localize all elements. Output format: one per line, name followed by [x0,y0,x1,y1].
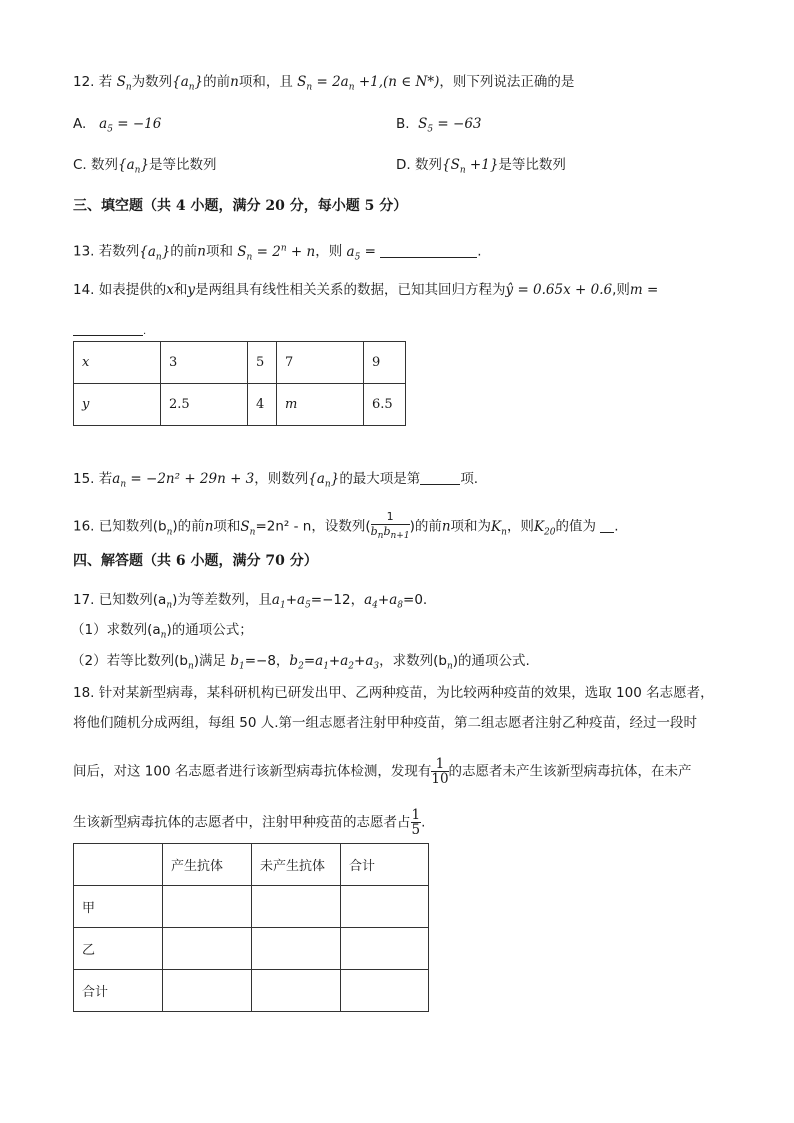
table-header-cell [74,844,163,886]
table-cell[interactable] [163,970,252,1012]
q12-option-d: D. 数列$\{S_n +1\}$是等比数列 [396,157,566,176]
table-row [74,886,429,928]
table-header-cell: 未产生抗体 [252,844,341,886]
q12-formula: $S_n = 2a_n +1,(n$ ∈ N*) [297,74,440,93]
q12-stem [73,72,574,98]
table-cell[interactable] [252,928,341,970]
q12-text: ，则下列说法正确的是 [439,74,575,90]
table-cell: 9 [364,342,406,384]
q18-line4: 生该新型病毒抗体的志愿者中，注射甲种疫苗的志愿者占 $\frac{1}{5}$ . [73,807,426,838]
q16-answer-blank[interactable] [600,532,614,533]
table-cell[interactable] [163,886,252,928]
q16-fraction: $\frac{1}{b_nb_{n+1}}$ [370,510,410,542]
table-cell[interactable] [252,886,341,928]
q18-fraction-1-10: $\frac{1}{10}$ [431,756,449,787]
table-cell: 4 [248,384,277,426]
table-cell: 7 [277,342,364,384]
q18-line3: 间后，对这 100 名志愿者进行该新型病毒抗体检测，发现有 $\frac{1}{10}$ 的志愿者未产生该新型病毒抗体，在未产 [73,756,692,787]
table-cell[interactable] [252,970,341,1012]
table-cell: 6.5 [364,384,406,426]
table-cell[interactable] [341,928,429,970]
table-cell[interactable] [341,970,429,1012]
q12-text: 的前 [203,74,231,90]
q12-text: 12. 若 [73,74,113,90]
q18-line1: 18. 针对某新型病毒，某科研机构已研发出甲、乙两种疫苗，为比较两种疫苗的效果，选取 100 名志愿者， [73,685,714,701]
table-row [74,342,406,384]
q18-fraction-1-5: $\frac{1}{5}$ [411,807,421,838]
q18-line2: 将他们随机分成两组，每组 50 人.第一组志愿者注射甲种疫苗，第二组志愿者注射乙种疫苗，经过一段时 [73,715,698,731]
q13-stem: 13. 若数列$\{a_n\}$的前n项和 $S_n = 2^n + n$，则 $a_5$ = . [73,243,482,263]
q17-part2: （2）若等比数列$(b_n)$满足 $b_1=-8$，$b_2=a_1+a_2+a_3$，求数列$(b_n)$的通项公式. [71,653,530,672]
q12-Sn: $S_n$ [116,74,132,93]
q15-answer-blank[interactable] [420,484,460,485]
q17-part1: （1）求数列$(a_n)$的通项公式； [71,622,253,641]
table-header-cell: 合计 [341,844,429,886]
table-row-label: 甲 [74,886,163,928]
table-row [74,928,429,970]
table-row [74,970,429,1012]
table-header-cell: 产生抗体 [163,844,252,886]
q14-answer-blank[interactable] [73,335,143,336]
table-cell[interactable] [163,928,252,970]
table-cell: y [74,384,161,426]
table-cell: x [74,342,161,384]
q13-answer-blank[interactable] [380,257,477,258]
q16-stem: 16. 已知数列$(b_n)$的前n项和$S_n=2n^2 - n$，设数列( $\frac{1}{b_nb_{n+1}}$ )的前n项和为$K_n$，则$K_{20}$的值为 . [73,510,619,542]
q12-n: n [230,74,239,90]
table-cell[interactable] [341,886,429,928]
table-row-label: 乙 [74,928,163,970]
table-row-label: 合计 [74,970,163,1012]
q12-option-c: C. 数列$\{a_n\}$是等比数列 [73,157,217,176]
section-solve-heading: 四、解答题（共 6 小题，满分 70 分） [73,553,318,569]
q12-option-a: A. $a_5 = -16$ [73,116,162,135]
q15-stem: 15. 若$a_n = -2n^2 + 29n + 3$，则数列$\{a_n\}$的最大项是第 项. [73,471,479,490]
q17-stem: 17. 已知数列$(a_n)$为等差数列，且$a_1+a_5=-12$，$a_4+a_8=0$. [73,592,428,611]
table-row [74,384,406,426]
table-row [74,844,429,886]
q12-seq: $\{a_n\}$ [172,74,204,93]
table-cell: 3 [161,342,248,384]
q18-contingency-table [73,843,429,1012]
section-fill-in-heading: 三、填空题（共 4 小题，满分 20 分，每小题 5 分） [73,198,408,214]
table-cell: 5 [248,342,277,384]
table-cell: m [277,384,364,426]
q12-option-b: B. $S_5 = -63$ [396,116,482,135]
q14-stem: 14. 如表提供的x和y是两组具有线性相关关系的数据，已知其回归方程为ŷ = 0.65x + 0.6,则m = [73,282,659,298]
q12-text: 项和，且 [238,74,293,90]
q14-data-table [73,341,406,426]
q12-text: 为数列 [131,74,173,90]
table-cell: 2.5 [161,384,248,426]
q14-answer-line: . [73,320,146,342]
